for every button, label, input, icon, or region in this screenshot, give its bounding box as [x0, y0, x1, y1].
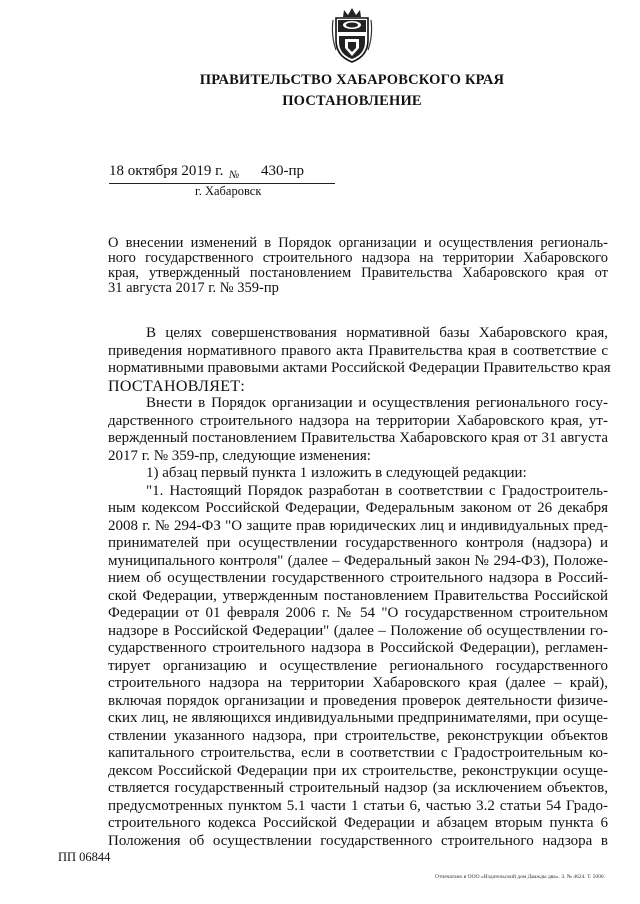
body-line: ным кодексом Российской Федерации, Федеральным законом от 26 декабря	[108, 500, 608, 516]
body-line: ской Федерации, утвержденным постановлением Правительства Российской	[108, 587, 608, 604]
date-number-line	[109, 163, 335, 184]
body-line: вержденный постановлением Правительства Хабаровского края от 31 августа	[108, 430, 608, 446]
body-line: Внести в Порядок организации и осуществления регионального госу-	[146, 395, 608, 411]
body-line: тирует организацию и осуществление регионального государственного	[108, 657, 608, 674]
body-line: приведения нормативного правого акта Правительства края в соответствие с	[108, 342, 608, 359]
body-line: строительного кодекса Российской Федерации и абзацем вторым пункта 6	[108, 815, 608, 831]
subject-line: 31 августа 2017 г. № 359-пр	[108, 280, 279, 296]
document-code: ПП 06844	[58, 850, 111, 864]
body-line: В целях совершенствования нормативной базы Хабаровского края,	[146, 325, 608, 341]
document-date: 18 октября 2019 г.	[109, 163, 224, 179]
printer-note: Отпечатано в ООО «Издательский дом Дважды два». З. № 4624. Т. 5000.	[435, 874, 606, 880]
body-line: Федерации от 01 февраля 2006 г. № 54 "О государственном строительном	[108, 605, 608, 621]
document-body	[108, 325, 611, 850]
body-line: нормативными правовыми актами Российской Федерации Правительство края	[108, 360, 611, 376]
coat-of-arms-emblem	[330, 6, 374, 64]
number-sign: №	[229, 169, 240, 181]
body-line: муниципального контроля" (далее – Федеральный закон № 294-ФЗ), Положе-	[108, 552, 608, 569]
document-subject	[108, 236, 608, 296]
document-number: 430-пр	[261, 163, 305, 179]
subject-line: края, утвержденный постановлением Правительства Хабаровского края от	[108, 265, 608, 281]
body-line: Положения об осуществлении государственного строительного надзора в	[108, 832, 608, 849]
body-line: 2017 г. № 359-пр, следующие изменения:	[108, 447, 371, 464]
body-line: дексом Российской Федерации при их строительстве, реконструкции осуще-	[108, 762, 608, 779]
body-line: ствлении указанного надзора, при строительстве, реконструкции объектов	[108, 727, 608, 744]
body-line: принимателей при осуществлении государственного контроля (надзора) и	[108, 535, 608, 551]
body-line: дарственного строительного надзора на территории Хабаровского края, ут-	[108, 412, 608, 429]
document-type: ПОСТАНОВЛЕНИЕ	[282, 93, 422, 109]
body-line: 1) абзац первый пункта 1 изложить в следующей редакции:	[146, 465, 527, 481]
subject-line: ного государственного строительного надзора на территории Хабаровского	[108, 250, 608, 266]
organization-title: ПРАВИТЕЛЬСТВО ХАБАРОВСКОГО КРАЯ	[199, 72, 505, 88]
body-line: надзоре в Российской Федерации" (далее – Положение об осуществлении го-	[108, 622, 608, 639]
body-line: 2008 г. № 294-ФЗ "О защите прав юридических лиц и индивидуальных пред-	[108, 517, 608, 534]
body-line: ских лиц, не являющихся индивидуальными предпринимателями, при осуще-	[108, 710, 608, 726]
body-line: сударственного строительного надзора в Российской Федерации), регламен-	[108, 640, 608, 656]
subject-line: О внесении изменений в Порядок организации и осуществления региональ-	[108, 235, 608, 251]
body-line: "1. Настоящий Порядок разработан в соответствии с Градостроитель-	[146, 482, 608, 499]
body-line: строительного надзора на территории Хабаровского края (далее – край),	[108, 675, 608, 691]
body-line: капитального строительства, если в соответствии с Градостроительным ко-	[108, 745, 608, 761]
body-line: ствляется государственный строительный надзор (за исключением объектов,	[108, 780, 608, 796]
body-line: предусмотренных пунктом 5.1 части 1 статьи 6, частью 3.2 статьи 54 Градо-	[108, 797, 608, 814]
city: г. Хабаровск	[195, 184, 262, 198]
body-line: нием об осуществлении государственного строительного надзора в Россий-	[108, 570, 608, 586]
body-line-decree: ПОСТАНОВЛЯЕТ:	[108, 377, 246, 395]
body-line: включая порядок организации и проведения проверок деятельности физиче-	[108, 692, 608, 709]
